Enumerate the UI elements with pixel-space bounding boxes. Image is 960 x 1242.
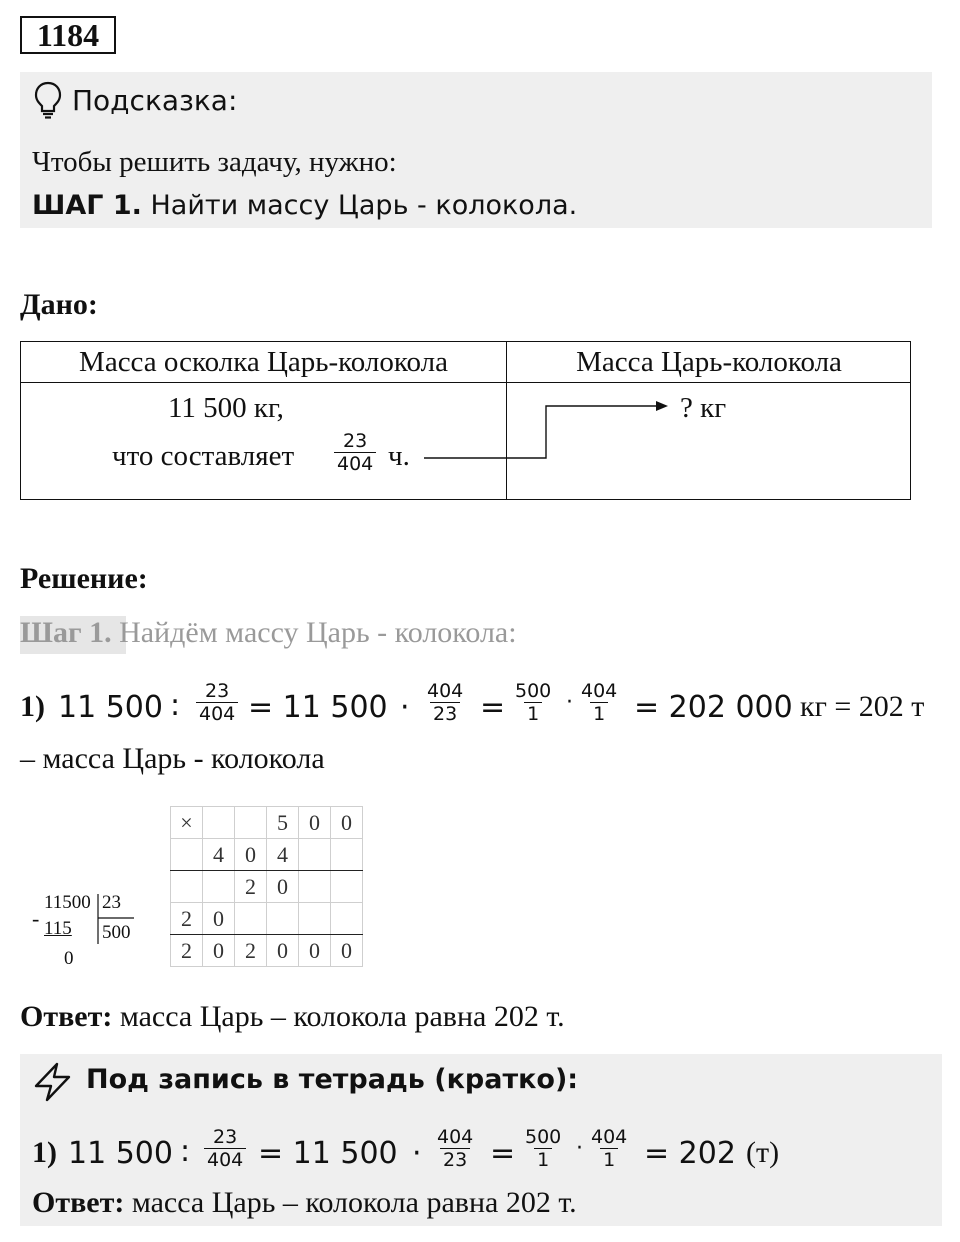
hint-step-text: Найти массу Царь - колокола. — [150, 190, 578, 221]
fragment-share-suffix: ч. — [388, 440, 410, 472]
grid-cell: 4 — [203, 839, 235, 871]
brief-fraction-1 — [204, 1126, 246, 1171]
hint-step-label: ШАГ 1. — [32, 190, 142, 221]
multiplication-dot: · — [400, 690, 410, 725]
solution-title: Решение: — [20, 562, 148, 595]
fragment-mass: 11 500 кг, — [168, 392, 284, 424]
fraction-denominator: 404 — [334, 452, 376, 475]
relation-arrow — [420, 398, 680, 464]
equation-fraction-1 — [196, 680, 238, 725]
given-title: Дано: — [20, 288, 98, 321]
equation-product-start: = 11 500 — [248, 690, 388, 725]
equation-fraction-4 — [578, 680, 620, 725]
grid-cell: 0 — [331, 807, 363, 839]
grid-cell — [171, 871, 203, 903]
grid-cell: 2 — [171, 903, 203, 935]
equation-fraction-2 — [424, 680, 466, 725]
column-header-fragment: Масса осколка Царь-колокола — [79, 346, 448, 378]
grid-cell: 0 — [299, 807, 331, 839]
table-header-rule — [21, 382, 910, 383]
grid-cell: 0 — [331, 935, 363, 967]
quotient: 500 — [102, 922, 131, 943]
fraction-numerator: 23 — [343, 430, 368, 452]
multiplication-grid — [170, 806, 363, 967]
fraction-denominator: 23 — [430, 702, 460, 725]
grid-cell — [235, 903, 267, 935]
brief-equation-label: 1) — [32, 1136, 57, 1169]
grid-cell: 2 — [235, 935, 267, 967]
long-division — [30, 892, 140, 972]
bell-mass-unknown: ? кг — [680, 392, 727, 424]
equals-sign: = — [480, 690, 506, 725]
fraction-numerator: 23 — [205, 680, 230, 702]
lightbulb-icon — [32, 80, 64, 120]
grid-cell: 0 — [203, 935, 235, 967]
brief-product-start: = 11 500 — [258, 1136, 398, 1171]
grid-cell: 0 — [299, 935, 331, 967]
lightning-icon — [32, 1062, 74, 1102]
fraction-numerator: 404 — [437, 1126, 474, 1148]
fragment-share-prefix: что составляет — [112, 440, 295, 472]
task-number: 1184 — [20, 16, 116, 54]
brief-answer-text: масса Царь – колокола равна 202 т. — [131, 1186, 577, 1219]
brief-fraction-2 — [434, 1126, 476, 1171]
minus-sign: - — [32, 906, 40, 931]
fraction-denominator: 1 — [524, 702, 542, 725]
step-label: Шаг 1. — [20, 616, 112, 649]
divisor: 23 — [102, 892, 121, 913]
brief-result: = 202 — [644, 1136, 736, 1171]
grid-cell: 5 — [267, 807, 299, 839]
hint-step — [32, 190, 577, 221]
grid-cell: 0 — [267, 871, 299, 903]
grid-cell: 0 — [235, 839, 267, 871]
fraction-denominator: 1 — [534, 1148, 552, 1171]
grid-cell — [331, 839, 363, 871]
grid-cell: 4 — [267, 839, 299, 871]
division-sign: : — [170, 688, 181, 723]
equation-fraction-3 — [512, 680, 554, 725]
fraction-denominator: 23 — [440, 1148, 470, 1171]
subtrahend: 115 — [44, 918, 72, 939]
step-heading — [20, 616, 517, 650]
division-corner — [96, 894, 136, 946]
grid-cell — [203, 807, 235, 839]
column-header-bell: Масса Царь-колокола — [576, 346, 842, 378]
brief-units: (т) — [746, 1136, 780, 1169]
grid-cell — [331, 871, 363, 903]
multiplication-dot: · — [576, 1136, 583, 1161]
brief-fraction-3 — [522, 1126, 564, 1171]
equation-label: 1) — [20, 690, 45, 723]
brief-answer-label: Ответ: — [32, 1186, 125, 1219]
grid-cell: 0 — [267, 935, 299, 967]
fraction-numerator: 404 — [581, 680, 618, 702]
grid-cell — [267, 903, 299, 935]
answer-label: Ответ: — [20, 1000, 113, 1033]
multiplication-dot: · — [566, 690, 573, 715]
fraction-numerator: 500 — [515, 680, 552, 702]
equation-dividend: 11 500 — [58, 690, 163, 725]
fragment-fraction — [334, 430, 376, 475]
brief-fraction-4 — [588, 1126, 630, 1171]
fraction-denominator: 404 — [204, 1148, 246, 1171]
answer-text: масса Царь – колокола равна 202 т. — [119, 1000, 565, 1033]
grid-cell — [203, 871, 235, 903]
equation-units: кг = 202 т — [800, 690, 925, 723]
dividend: 11500 — [44, 892, 91, 913]
answer — [20, 1000, 565, 1034]
hint-intro: Чтобы решить задачу, нужно: — [32, 146, 397, 178]
equation-result: = 202 000 — [634, 690, 793, 725]
remainder: 0 — [64, 948, 74, 969]
brief-equation-dividend: 11 500 — [68, 1136, 173, 1171]
equation-caption: – масса Царь - колокола — [20, 742, 325, 775]
multiplication-dot: · — [412, 1136, 422, 1171]
grid-cell: 2 — [235, 871, 267, 903]
fraction-numerator: 404 — [591, 1126, 628, 1148]
fraction-numerator: 500 — [525, 1126, 562, 1148]
grid-cell — [171, 839, 203, 871]
grid-cell — [331, 903, 363, 935]
brief-answer — [32, 1186, 577, 1220]
fraction-numerator: 23 — [213, 1126, 238, 1148]
grid-cell — [299, 871, 331, 903]
grid-cell: 2 — [171, 935, 203, 967]
grid-cell: 0 — [203, 903, 235, 935]
fraction-numerator: 404 — [427, 680, 464, 702]
grid-cell: × — [171, 807, 203, 839]
fraction-denominator: 1 — [600, 1148, 618, 1171]
grid-cell — [299, 903, 331, 935]
brief-title: Под запись в тетрадь (кратко): — [86, 1064, 579, 1095]
equals-sign: = — [490, 1136, 516, 1171]
grid-cell — [235, 807, 267, 839]
division-sign: : — [180, 1134, 191, 1169]
fraction-denominator: 404 — [196, 702, 238, 725]
grid-cell — [299, 839, 331, 871]
fraction-denominator: 1 — [590, 702, 608, 725]
hint-title: Подсказка: — [72, 84, 238, 117]
step-description: Найдём массу Царь - колокола: — [119, 616, 517, 649]
